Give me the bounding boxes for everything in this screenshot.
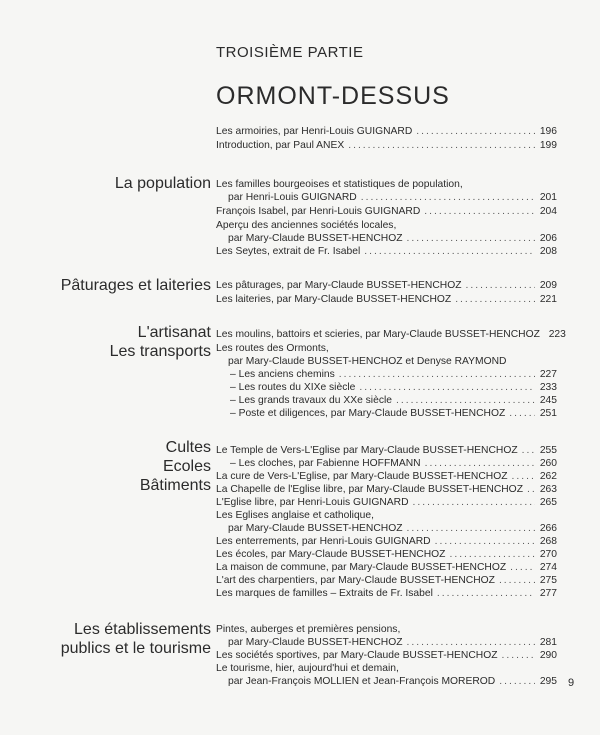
section-line: Bâtiments [139,477,211,494]
entry-page: 274 [539,562,557,573]
leader-dots [339,368,535,381]
toc-entry-paturages[interactable] [216,279,557,292]
leader-dots [407,636,535,649]
entry-text: Le Temple de Vers-L'Eglise par Mary-Claude BUSSET-HENCHOZ [216,445,518,456]
part-heading: TROISIÈME PARTIE [216,44,364,61]
leader-dots [424,205,535,218]
entry-page: 196 [539,126,557,137]
entry-page: 281 [539,637,557,648]
entry-page: 245 [539,395,557,406]
entry-page: 201 [539,192,557,203]
entry-text: – Poste et diligences, par Mary-Claude BUSSET-HENCHOZ [230,408,506,419]
entry-text: Le tourisme, hier, aujourd'hui et demain, [216,663,399,674]
toc-entry-anglaise[interactable] [216,509,557,535]
toc-entry-pintes[interactable] [216,623,557,649]
leader-dots [396,394,535,407]
entry-text: – Les cloches, par Fabienne HOFFMANN [230,458,421,469]
entry-text: Les Seytes, extrait de Fr. Isabel [216,246,361,257]
leader-dots [413,496,535,509]
leader-dots [407,522,535,535]
entry-text: Introduction, par Paul ANEX [216,140,345,151]
entry-text: Les routes des Ormonts, [216,343,329,354]
entry-page: 263 [539,484,557,495]
entry-page: 275 [539,575,557,586]
toc-entry-marques[interactable] [216,587,557,600]
entry-page: 266 [539,523,557,534]
entry-text: par Mary-Claude BUSSET-HENCHOZ [228,233,403,244]
leader-dots [348,139,535,152]
entry-text: – Les anciens chemins [230,369,335,380]
section-cultes [140,438,211,495]
entry-text: Les marques de familles – Extraits de Fr. Isabel [216,588,433,599]
leader-dots [510,561,535,574]
toc-entry-eglise-libre[interactable] [216,496,557,509]
page-number: 9 [568,677,575,689]
entry-text: La maison de commune, par Mary-Claude BUSSET-HENCHOZ [216,562,507,573]
toc-entry-cure[interactable] [216,470,557,483]
leader-dots [407,232,535,245]
toc-entry-xix[interactable] [216,381,557,394]
toc-entry-cloches[interactable] [216,457,557,470]
entry-text: Les moulins, battoirs et scieries, par Mary-Claude BUSSET-HENCHOZ [216,329,540,340]
entry-page: 199 [539,140,557,151]
entry-page: 221 [539,294,557,305]
entry-page: 204 [539,206,557,217]
leader-dots [466,279,536,292]
section-etablissements [61,620,211,658]
toc-entry-armoiries[interactable] [216,125,557,138]
entry-page: 290 [539,650,557,661]
leader-dots [499,574,535,587]
section-line: Les transports [109,343,211,360]
entry-page: 208 [539,246,557,257]
entry-page: 251 [539,408,557,419]
toc-entry-xx[interactable] [216,394,557,407]
leader-dots [527,483,535,496]
entry-text: Aperçu des anciennes sociétés locales, [216,220,397,231]
leader-dots [359,381,535,394]
toc-entry-societes[interactable] [216,219,557,245]
entry-text: Les enterrements, par Henri-Louis GUIGNARD [216,536,431,547]
page-title: ORMONT-DESSUS [216,82,450,110]
leader-dots [437,587,535,600]
toc-entry-isabel[interactable] [216,205,557,218]
entry-page: 255 [539,445,557,456]
toc-entry-temple[interactable] [216,444,557,457]
entry-page: 262 [539,471,557,482]
toc-entry-familles[interactable] [216,178,557,204]
leader-dots [364,245,535,258]
entry-page: 233 [539,382,557,393]
entry-text: Les Eglises anglaise et catholique, [216,510,374,521]
section-line: Cultes [165,439,211,456]
entry-text: par Jean-François MOLLIEN et Jean-François MOREROD [228,676,496,687]
entry-text: La Chapelle de l'Eglise libre, par Mary-Claude BUSSET-HENCHOZ [216,484,523,495]
toc-entry-moulins[interactable] [216,328,566,341]
leader-dots [449,548,535,561]
entry-page: 223 [548,329,566,340]
entry-text: François Isabel, par Henri-Louis GUIGNARD [216,206,421,217]
entry-text: par Mary-Claude BUSSET-HENCHOZ [228,637,403,648]
entry-text: Les pâturages, par Mary-Claude BUSSET-HENCHOZ [216,280,462,291]
leader-dots [509,407,535,420]
entry-page: 227 [539,369,557,380]
leader-dots [502,649,535,662]
entry-page: 265 [539,497,557,508]
leader-dots [512,470,535,483]
entry-page: 260 [539,458,557,469]
entry-text: L'Eglise libre, par Henri-Louis GUIGNARD [216,497,409,508]
leader-dots [499,675,535,688]
entry-text: Les sociétés sportives, par Mary-Claude BUSSET-HENCHOZ [216,650,498,661]
toc-entry-chapelle[interactable] [216,483,557,496]
leader-dots [522,444,535,457]
toc-entry-poste[interactable] [216,407,557,420]
toc-entry-laiteries[interactable] [216,293,557,306]
leader-dots [425,457,535,470]
entry-text: Pintes, auberges et premières pensions, [216,624,401,635]
toc-entry-intro[interactable] [216,139,557,152]
section-line: Ecoles [162,458,211,475]
toc-entry-seytes[interactable] [216,245,557,258]
toc-entry-charpentiers[interactable] [216,574,557,587]
toc-entry-sportives[interactable] [216,649,557,662]
leader-dots [455,293,535,306]
entry-page: 268 [539,536,557,547]
entry-page: 209 [539,280,557,291]
entry-text: Les familles bourgeoises et statistiques de population, [216,179,463,190]
entry-text: par Henri-Louis GUIGNARD [228,192,357,203]
section-line: L'artisanat [137,324,211,341]
entry-text: La cure de Vers-L'Eglise, par Mary-Claude BUSSET-HENCHOZ [216,471,508,482]
leader-dots [416,125,535,138]
entry-page: 277 [539,588,557,599]
entry-page: 295 [539,676,557,687]
toc-entry-routes[interactable] [216,342,557,368]
entry-text: par Mary-Claude BUSSET-HENCHOZ [228,523,403,534]
entry-page: 206 [539,233,557,244]
toc-entry-chemins[interactable] [216,368,557,381]
entry-text: par Mary-Claude BUSSET-HENCHOZ et Denyse RAYMOND [228,356,507,367]
toc-entry-commune[interactable] [216,561,557,574]
entry-page: 270 [539,549,557,560]
entry-text: Les armoiries, par Henri-Louis GUIGNARD [216,126,413,137]
section-line: Les établissements [74,621,211,638]
toc-entry-tourisme[interactable] [216,662,557,688]
leader-dots [361,191,535,204]
entry-text: L'art des charpentiers, par Mary-Claude BUSSET-HENCHOZ [216,575,495,586]
section-population: La population [114,175,211,192]
entry-text: – Les routes du XIXe siècle [230,382,356,393]
entry-text: Les écoles, par Mary-Claude BUSSET-HENCHOZ [216,549,446,560]
entry-text: – Les grands travaux du XXe siècle [230,395,392,406]
section-line: publics et le tourisme [60,640,211,657]
leader-dots [435,535,535,548]
section-artisanat [110,323,211,361]
entry-text: Les laiteries, par Mary-Claude BUSSET-HENCHOZ [216,294,452,305]
toc-entry-ecoles[interactable] [216,548,557,561]
section-paturages: Pâturages et laiteries [60,277,211,294]
toc-entry-enterrements[interactable] [216,535,557,548]
